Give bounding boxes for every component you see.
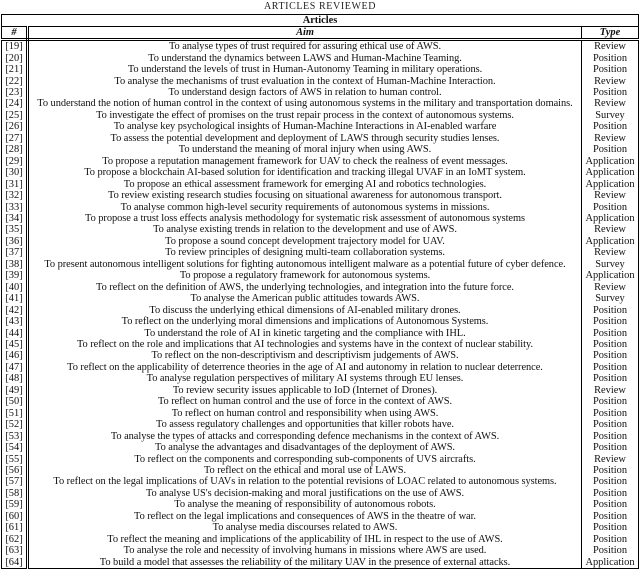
row-aim: To reflect on human control and responsibility when using AWS. xyxy=(171,407,439,419)
row-type: Position xyxy=(582,121,639,132)
row-aim: To understand the role of AI in kinetic targeting and the compliance with IHL. xyxy=(144,327,466,339)
table-row xyxy=(2,385,639,396)
table-row xyxy=(2,156,639,167)
row-num: [55] xyxy=(2,453,28,464)
row-aim: To analyse key psychological insights of Human-Machine Interactions in AI-enabled warfare xyxy=(113,121,497,133)
row-type: Position xyxy=(582,52,639,63)
row-aim: To analyse the mechanisms of trust evaluation in the context of Human-Machine Interaction. xyxy=(114,75,496,87)
row-num: [31] xyxy=(2,178,28,189)
row-num: [57] xyxy=(2,476,28,487)
row-type: Position xyxy=(582,476,639,487)
row-type: Position xyxy=(582,430,639,441)
table-row xyxy=(2,247,639,258)
row-num: [53] xyxy=(2,430,28,441)
row-type: Review xyxy=(582,282,639,293)
table-row xyxy=(2,453,639,464)
table-row xyxy=(2,64,639,75)
row-aim: To analyse common high-level security requirements of autonomous systems in missions. xyxy=(120,201,490,213)
header-num: # xyxy=(2,27,28,40)
row-num: [63] xyxy=(2,545,28,556)
row-aim: To analyse media discourses related to AWS. xyxy=(212,522,398,534)
row-num: [41] xyxy=(2,293,28,304)
row-num: [44] xyxy=(2,327,28,338)
table-row xyxy=(2,419,639,430)
row-type: Position xyxy=(582,64,639,75)
row-aim: To reflect on the non-descriptivism and descriptivism judgements of AWS. xyxy=(151,350,459,362)
table-row xyxy=(2,476,639,487)
row-type: Review xyxy=(582,190,639,201)
row-aim: To reflect the meaning and implications of the applicability of IHL in respect to the use of AWS. xyxy=(107,533,503,545)
row-type: Application xyxy=(582,178,639,189)
row-type: Review xyxy=(582,224,639,235)
table-row xyxy=(2,465,639,476)
row-type: Position xyxy=(582,201,639,212)
row-type: Position xyxy=(582,499,639,510)
row-type: Review xyxy=(582,453,639,464)
row-aim: To analyse the role and necessity of involving humans in missions where AWS are used. xyxy=(123,545,487,557)
row-aim: To review security issues applicable to IoD (Internet of Drones). xyxy=(172,384,438,396)
row-aim: To propose a trust loss effects analysis methodology for systematic risk assessment of autonomous systems xyxy=(85,213,525,225)
row-num: [20] xyxy=(2,52,28,63)
row-type: Position xyxy=(582,442,639,453)
row-type: Position xyxy=(582,465,639,476)
row-type: Position xyxy=(582,511,639,522)
row-num: [51] xyxy=(2,408,28,419)
row-aim: To propose a reputation management framework for UAV to check the realness of event messages. xyxy=(102,155,508,167)
row-num: [47] xyxy=(2,362,28,373)
row-aim: To analyse existing trends in relation to the development and use of AWS. xyxy=(153,224,457,236)
row-aim: To analyse regulation perspectives of military AI systems through EU lenses. xyxy=(146,373,464,385)
row-num: [23] xyxy=(2,87,28,98)
row-aim: To analyse the American public attitudes towards AWS. xyxy=(190,293,420,305)
row-num: [61] xyxy=(2,522,28,533)
row-num: [54] xyxy=(2,442,28,453)
row-type: Survey xyxy=(582,110,639,121)
row-num: [28] xyxy=(2,144,28,155)
row-type: Review xyxy=(582,133,639,144)
table-row xyxy=(2,213,639,224)
row-num: [22] xyxy=(2,75,28,86)
table-row xyxy=(2,167,639,178)
table-row xyxy=(2,52,639,63)
row-num: [39] xyxy=(2,270,28,281)
row-type: Position xyxy=(582,339,639,350)
table-row xyxy=(2,133,639,144)
row-num: [60] xyxy=(2,511,28,522)
row-aim: To understand the dynamics between LAWS and Human-Machine Teaming. xyxy=(148,52,462,64)
row-num: [37] xyxy=(2,247,28,258)
row-aim: To analyse types of trust required for assuring ethical use of AWS. xyxy=(168,41,442,53)
table-row xyxy=(2,293,639,304)
row-num: [33] xyxy=(2,201,28,212)
row-num: [21] xyxy=(2,64,28,75)
table-row xyxy=(2,236,639,247)
row-num: [59] xyxy=(2,499,28,510)
table-row xyxy=(2,282,639,293)
row-type: Position xyxy=(582,362,639,373)
table-row xyxy=(2,110,639,121)
table-row xyxy=(2,522,639,533)
row-aim: To reflect on the underlying moral dimensions and implications of Autonomous Systems. xyxy=(121,316,489,328)
row-num: [45] xyxy=(2,339,28,350)
table-row xyxy=(2,224,639,235)
row-aim: To reflect on the applicability of deterrence theories in the age of AI and autonomy in relation to nuclear deterrence. xyxy=(67,361,543,373)
row-aim: To review principles of designing multi-team collaboration systems. xyxy=(165,247,445,259)
row-aim: To understand the levels of trust in Human-Autonomy Teaming in military operations. xyxy=(127,64,483,76)
table-row xyxy=(2,201,639,212)
table-row xyxy=(2,408,639,419)
row-num: [56] xyxy=(2,465,28,476)
row-aim: To reflect on the legal implications and consequences of AWS in the theatre of war. xyxy=(134,510,476,522)
row-type: Application xyxy=(582,270,639,281)
row-num: [24] xyxy=(2,98,28,109)
table-row xyxy=(2,270,639,281)
row-aim: To analyse the meaning of responsibility of autonomous robots. xyxy=(174,499,436,511)
articles-table xyxy=(1,14,639,569)
row-aim: To propose an ethical assessment framework for emerging AI and robotics technologies. xyxy=(123,178,487,190)
table-row xyxy=(2,442,639,453)
row-type: Application xyxy=(582,156,639,167)
row-aim: To analyse the types of attacks and corresponding defence mechanisms in the context of AWS. xyxy=(110,430,500,442)
header-aim: Aim xyxy=(28,27,582,40)
row-type: Position xyxy=(582,488,639,499)
row-num: [34] xyxy=(2,213,28,224)
table-header-row xyxy=(2,27,639,40)
table-row xyxy=(2,190,639,201)
row-aim: To reflect on the components and corresponding sub-components of UVS aircrafts. xyxy=(134,453,476,465)
row-type: Position xyxy=(582,545,639,556)
row-num: [29] xyxy=(2,156,28,167)
row-num: [26] xyxy=(2,121,28,132)
row-type: Review xyxy=(582,40,639,53)
row-aim: To present autonomous intelligent solutions for fighting autonomous intelligent malware as a potential future of cyber defence. xyxy=(44,258,566,270)
row-type: Application xyxy=(582,236,639,247)
row-type: Position xyxy=(582,396,639,407)
table-row xyxy=(2,545,639,556)
table-row xyxy=(2,98,639,109)
row-aim: To reflect on human control and the use of force in the context of AWS. xyxy=(157,396,453,408)
row-aim: To propose a blockchain AI-based solution for identification and tracking illegal UVAF in an IoMT system. xyxy=(84,167,526,179)
table-title-row xyxy=(2,15,639,27)
table-body xyxy=(2,40,639,569)
row-type: Survey xyxy=(582,259,639,270)
row-num: [43] xyxy=(2,316,28,327)
table-row xyxy=(2,511,639,522)
row-num: [42] xyxy=(2,304,28,315)
table-row xyxy=(2,488,639,499)
row-num: [19] xyxy=(2,40,28,53)
row-aim: To propose a sound concept development trajectory model for UAV. xyxy=(165,235,445,247)
table-row xyxy=(2,396,639,407)
row-aim: To investigate the effect of promises on the trust repair process in the context of autonomous systems. xyxy=(96,109,514,121)
table-row xyxy=(2,499,639,510)
row-type: Review xyxy=(582,98,639,109)
row-aim: To analyse the advantages and disadvantages of the deployment of AWS. xyxy=(155,442,455,454)
row-aim: To review existing research studies focusing on situational awareness for autonomous transport. xyxy=(108,190,502,202)
row-num: [35] xyxy=(2,224,28,235)
row-type: Application xyxy=(582,213,639,224)
table-row xyxy=(2,316,639,327)
row-type: Position xyxy=(582,144,639,155)
row-aim: To understand design factors of AWS in relation to human control. xyxy=(168,87,442,99)
table-row xyxy=(2,40,639,53)
table-row xyxy=(2,144,639,155)
row-aim: To reflect on the role and implications that AI technologies and systems have in the context of nuclear stability. xyxy=(76,339,534,350)
row-aim: To analyse US's decision-making and moral justifications on the use of AWS. xyxy=(145,487,465,499)
row-type: Position xyxy=(582,304,639,315)
row-num: [32] xyxy=(2,190,28,201)
table-caption: ARTICLES REVIEWED xyxy=(263,1,377,12)
row-num: [58] xyxy=(2,488,28,499)
table-row xyxy=(2,430,639,441)
row-type: Position xyxy=(582,408,639,419)
row-type: Position xyxy=(582,316,639,327)
row-type: Position xyxy=(582,522,639,533)
row-num: [38] xyxy=(2,259,28,270)
table-row xyxy=(2,259,639,270)
table-row xyxy=(2,350,639,361)
row-type: Position xyxy=(582,533,639,544)
row-type: Survey xyxy=(582,293,639,304)
row-type: Review xyxy=(582,75,639,86)
row-type: Position xyxy=(582,87,639,98)
table-row xyxy=(2,373,639,384)
row-aim: To reflect on the definition of AWS, the underlying technologies, and integration into the future force. xyxy=(96,281,514,293)
table-row xyxy=(2,121,639,132)
row-type: Application xyxy=(582,167,639,178)
row-aim: To reflect on the ethical and moral use of LAWS. xyxy=(203,464,407,476)
row-type: Review xyxy=(582,247,639,258)
row-type: Application xyxy=(582,556,639,568)
table-row xyxy=(2,327,639,338)
row-num: [50] xyxy=(2,396,28,407)
row-aim: To assess regulatory challenges and opportunities that killer robots have. xyxy=(156,419,454,431)
table-row xyxy=(2,75,639,86)
row-type: Position xyxy=(582,327,639,338)
row-num: [27] xyxy=(2,133,28,144)
row-aim: To understand the notion of human control in the context of using autonomous systems in the military and transportation domains. xyxy=(37,98,573,110)
table-row xyxy=(2,178,639,189)
row-num: [52] xyxy=(2,419,28,430)
row-aim: To propose a regulatory framework for autonomous systems. xyxy=(179,270,431,282)
row-aim: To assess the potential development and deployment of LAWS through security studies lenses. xyxy=(110,132,500,144)
row-num: [62] xyxy=(2,533,28,544)
row-type: Position xyxy=(582,419,639,430)
header-type: Type xyxy=(582,27,639,40)
row-aim: To understand the meaning of moral injury when using AWS. xyxy=(178,144,432,156)
table-row xyxy=(2,533,639,544)
row-type: Position xyxy=(582,350,639,361)
row-num: [46] xyxy=(2,350,28,361)
table-row xyxy=(2,87,639,98)
row-aim: To build a model that assesses the reliability of the military UAV in the presence of external attacks. xyxy=(99,556,511,568)
table-row xyxy=(2,304,639,315)
table-row xyxy=(2,362,639,373)
table-title: Articles xyxy=(2,15,639,27)
row-num: [25] xyxy=(2,110,28,121)
row-num: [30] xyxy=(2,167,28,178)
row-type: Review xyxy=(582,385,639,396)
row-num: [48] xyxy=(2,373,28,384)
row-num: [36] xyxy=(2,236,28,247)
table-row xyxy=(2,339,639,350)
row-num: [49] xyxy=(2,385,28,396)
row-aim: To discuss the underlying ethical dimensions of AI-enabled military drones. xyxy=(149,304,461,316)
row-num: [40] xyxy=(2,282,28,293)
row-aim: To reflect on the legal implications of UAVs in relation to the potential revisions of LOAC related to autonomous systems. xyxy=(53,476,557,488)
row-num: [64] xyxy=(2,556,28,568)
row-type: Position xyxy=(582,373,639,384)
